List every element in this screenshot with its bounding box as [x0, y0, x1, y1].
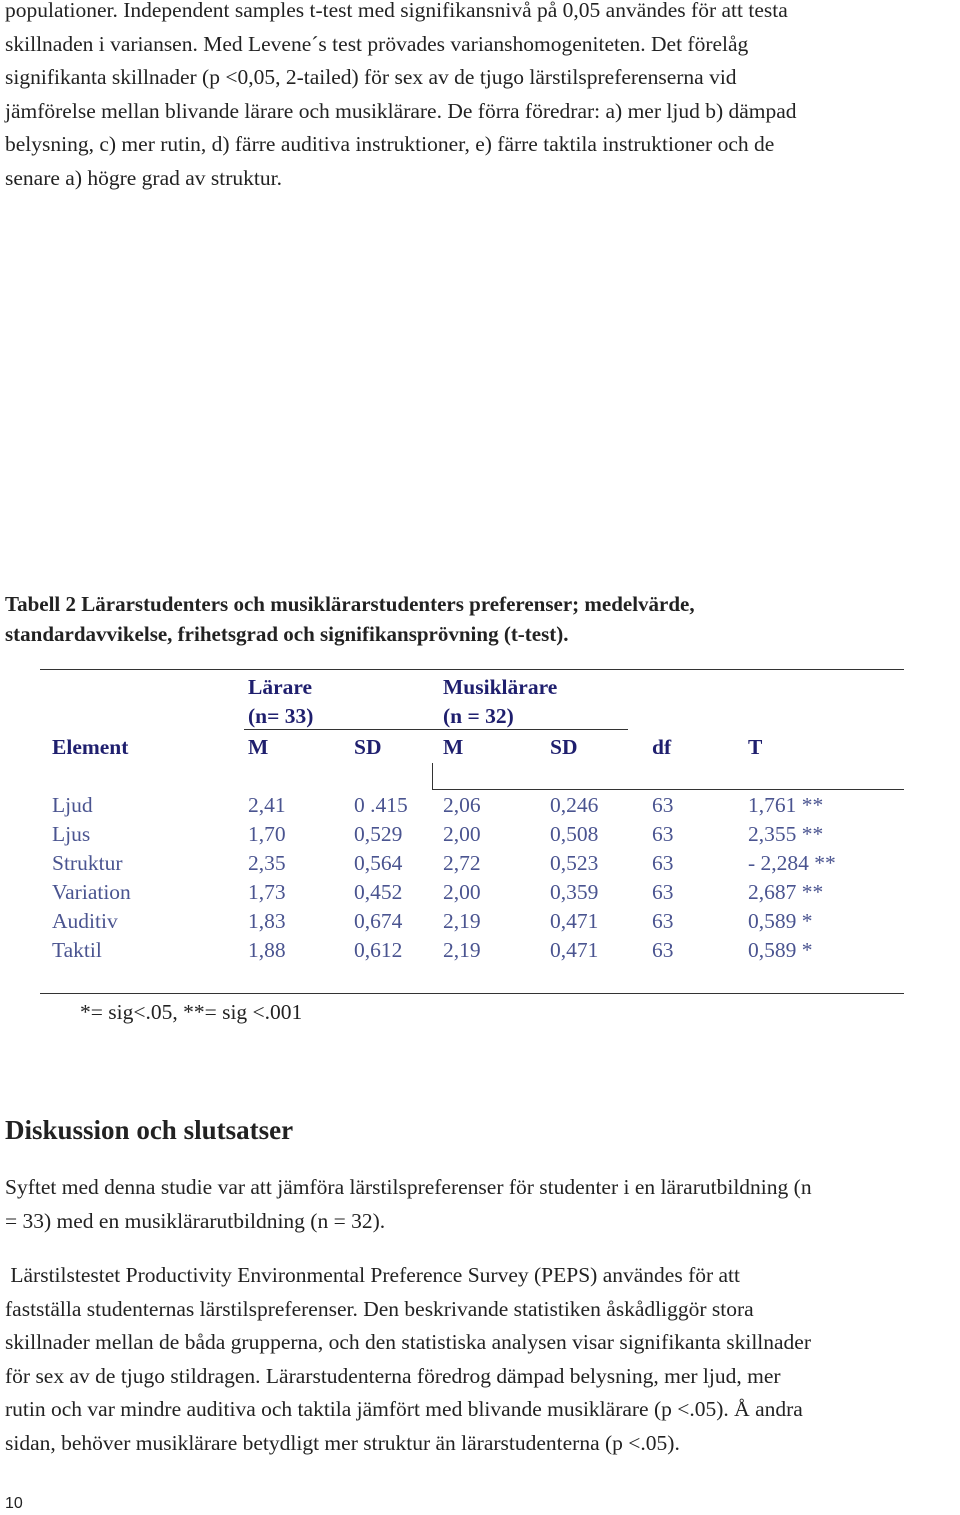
- table-cell: 2,35: [248, 851, 286, 875]
- table-cell: 0,508: [550, 822, 599, 846]
- col-header-sd1: SD: [354, 735, 382, 759]
- col-header-m2: M: [443, 735, 464, 759]
- table-cell: 63: [652, 822, 674, 846]
- text-line: populationer. Independent samples t-test med signifikansnivå på 0,05 användes för att testa: [5, 0, 788, 22]
- col-header-m1: M: [248, 735, 269, 759]
- purpose-paragraph: [5, 1171, 957, 1238]
- table-cell: 63: [652, 938, 674, 962]
- table-cell: 1,70: [248, 822, 286, 846]
- table-cell: 63: [652, 909, 674, 933]
- table-cell: 0,612: [354, 938, 403, 962]
- table-top-rule: [40, 669, 904, 670]
- table-cell: Taktil: [52, 938, 102, 962]
- table-cell: 2,06: [443, 793, 481, 817]
- table-cell: Ljud: [52, 793, 93, 817]
- table-cell: 2,19: [443, 938, 481, 962]
- table-cell: 2,355 **: [748, 822, 824, 846]
- table-cell: 0,674: [354, 909, 403, 933]
- text-line: Lärstilstestet Productivity Environmental Preference Survey (PEPS) användes för att: [5, 1263, 740, 1287]
- col-header-t: T: [748, 735, 763, 759]
- table-cell: 0,589 *: [748, 938, 813, 962]
- caption-line: standardavvikelse, frihetsgrad och signifikansprövning (t-test).: [5, 622, 569, 646]
- group-larare-label: Lärare: [248, 675, 313, 699]
- table-cell: 1,83: [248, 909, 286, 933]
- table-cell: Struktur: [52, 851, 123, 875]
- results-paragraph: [5, 1259, 957, 1461]
- table-cell: 0,523: [550, 851, 599, 875]
- table-footnote: *= sig<.05, **= sig <.001: [80, 1000, 303, 1024]
- col-header-df: df: [652, 735, 672, 759]
- text-line: Syftet med denna studie var att jämföra lärstilspreferenser för studenter i en lärarutbildning (n: [5, 1175, 812, 1199]
- table-cell: 63: [652, 851, 674, 875]
- table-cell: 63: [652, 793, 674, 817]
- text-line: rutin och var mindre auditiva och taktila jämfört med blivande musiklärare (p <.05). Å andra: [5, 1397, 803, 1422]
- text-line: senare a) högre grad av struktur.: [5, 165, 283, 190]
- table-cell: - 2,284 **: [748, 851, 836, 875]
- table-cell: 2,41: [248, 793, 286, 817]
- table-cell: 0 .415: [354, 793, 408, 817]
- group-header-rule: [244, 729, 628, 730]
- table-cell: 2,687 **: [748, 880, 824, 904]
- intro-paragraph: [5, 0, 957, 196]
- table-cell: 2,00: [443, 880, 481, 904]
- table-caption: [5, 589, 955, 649]
- header-bottom-rule: [432, 789, 904, 790]
- page-number: 10: [5, 1495, 23, 1512]
- table-cell: 0,564: [354, 851, 403, 875]
- table-cell: Auditiv: [52, 909, 118, 933]
- group-musiklarare-label: Musiklärare: [443, 675, 558, 699]
- text-line: fastställa studenternas lärstilspreferenser. Den beskrivande statistiken åskådliggör stora: [5, 1296, 754, 1321]
- table-cell: 1,88: [248, 938, 286, 962]
- table-cell: 63: [652, 880, 674, 904]
- table-cell: 0,471: [550, 938, 599, 962]
- table-cell: 2,00: [443, 822, 481, 846]
- table-cell: 0,246: [550, 793, 599, 817]
- col-header-element: Element: [52, 735, 129, 759]
- text-line: jämförelse mellan blivande lärare och musiklärare. De förra föredrar: a) mer ljud b) dämpad: [5, 98, 797, 123]
- table-cell: 2,19: [443, 909, 481, 933]
- group-larare-n: (n= 33): [248, 704, 314, 728]
- table-bottom-rule: [40, 993, 904, 994]
- table-cell: Ljus: [52, 822, 91, 846]
- header-divider: [432, 763, 433, 790]
- section-heading: Diskussion och slutsatser: [5, 1115, 294, 1145]
- table-cell: Variation: [52, 880, 131, 904]
- text-line: sidan, behöver musiklärare betydligt mer struktur än lärarstudenterna (p <.05).: [5, 1430, 680, 1455]
- table-cell: 1,761 **: [748, 793, 824, 817]
- col-header-sd2: SD: [550, 735, 578, 759]
- table-cell: 0,589 *: [748, 909, 813, 933]
- text-line: signifikanta skillnader (p <0,05, 2-tailed) för sex av de tjugo lärstilspreferenserna vid: [5, 65, 737, 90]
- text-line: skillnaden i variansen. Med Levene´s test prövades varianshomogeniteten. Det förelåg: [5, 31, 749, 56]
- table-cell: 2,72: [443, 851, 481, 875]
- table-cell: 0,452: [354, 880, 403, 904]
- caption-line: Tabell 2 Lärarstudenters och musiklärarstudenters preferenser; medelvärde,: [5, 592, 695, 616]
- table-cell: 1,73: [248, 880, 286, 904]
- table-cell: 0,471: [550, 909, 599, 933]
- table-cell: 0,529: [354, 822, 403, 846]
- text-line: skillnader mellan de båda grupperna, och den statistiska analysen visar signifikanta skillnader: [5, 1330, 812, 1355]
- text-line: = 33) med en musiklärarutbildning (n = 32).: [5, 1208, 386, 1233]
- text-line: för sex av de tjugo stildragen. Lärarstudenterna föredrog dämpad belysning, mer ljud, mer: [5, 1363, 781, 1388]
- group-musiklarare-n: (n = 32): [443, 704, 514, 728]
- text-line: belysning, c) mer rutin, d) färre auditiva instruktioner, e) färre taktila instruktioner och de: [5, 132, 775, 157]
- table-cell: 0,359: [550, 880, 599, 904]
